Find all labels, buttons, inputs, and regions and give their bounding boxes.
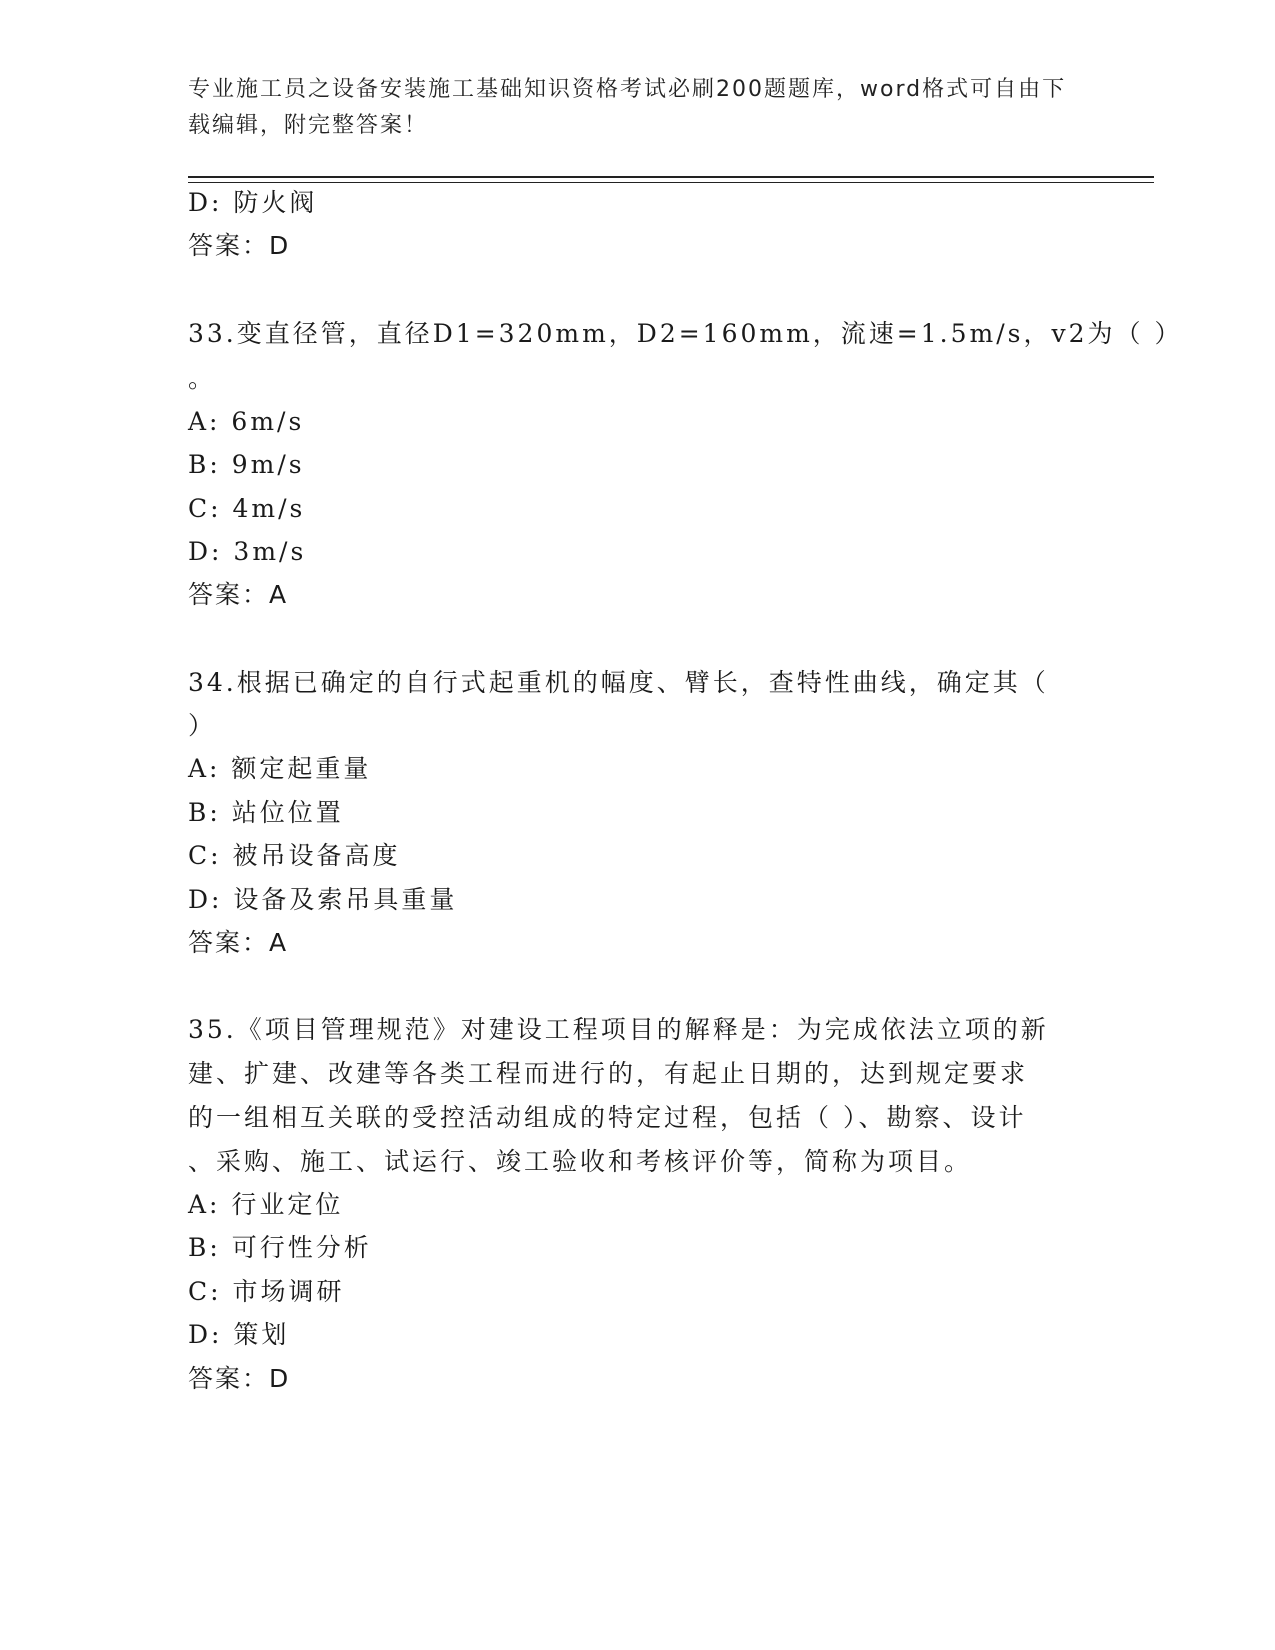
- q33-option-b: B: 9m/s: [188, 450, 305, 479]
- q33-option-c: C: 4m/s: [188, 494, 306, 523]
- q35-stem-line1: 35.《项目管理规范》对建设工程项目的解释是：为完成依法立项的新: [188, 1015, 1049, 1044]
- q35-option-b: B: 可行性分析: [188, 1233, 372, 1262]
- q33-answer: 答案：A: [188, 580, 289, 609]
- prev-answer: 答案：D: [188, 231, 291, 260]
- prev-option-d: D: 防火阀: [188, 188, 318, 217]
- q33-stem-line1: 33.变直径管，直径D1=320mm，D2=160mm，流速=1.5m/s，v2为（ ）: [188, 319, 1183, 348]
- q33-option-d: D: 3m/s: [188, 537, 307, 566]
- q35-stem-line4: 、采购、施工、试运行、竣工验收和考核评价等，简称为项目。: [188, 1147, 973, 1176]
- q34-stem-line2: ）: [188, 711, 217, 740]
- q35-option-a: A: 行业定位: [188, 1190, 344, 1219]
- q34-option-c: C: 被吊设备高度: [188, 841, 401, 870]
- q35-option-d: D: 策划: [188, 1320, 290, 1349]
- q35-stem-line2: 建、扩建、改建等各类工程而进行的，有起止日期的，达到规定要求: [188, 1059, 1029, 1088]
- q34-stem-line1: 34.根据已确定的自行式起重机的幅度、臂长，查特性曲线，确定其（: [188, 668, 1049, 697]
- q35-option-c: C: 市场调研: [188, 1277, 345, 1306]
- q34-option-a: A: 额定起重量: [188, 754, 372, 783]
- q34-answer: 答案：A: [188, 928, 289, 957]
- q35-answer: 答案：D: [188, 1364, 291, 1393]
- header-rule-top: [188, 176, 1154, 178]
- q34-option-b: B: 站位位置: [188, 798, 344, 827]
- q33-option-a: A: 6m/s: [188, 407, 305, 436]
- q34-option-d: D: 设备及索吊具重量: [188, 885, 458, 914]
- q33-stem-line2: 。: [188, 364, 217, 393]
- document-header: 专业施工员之设备安装施工基础知识资格考试必刷200题题库，word格式可自由下载编辑，附完整答案！: [188, 77, 1067, 138]
- q35-stem-line3: 的一组相互关联的受控活动组成的特定过程，包括（ ）、勘察、设计: [188, 1103, 1027, 1132]
